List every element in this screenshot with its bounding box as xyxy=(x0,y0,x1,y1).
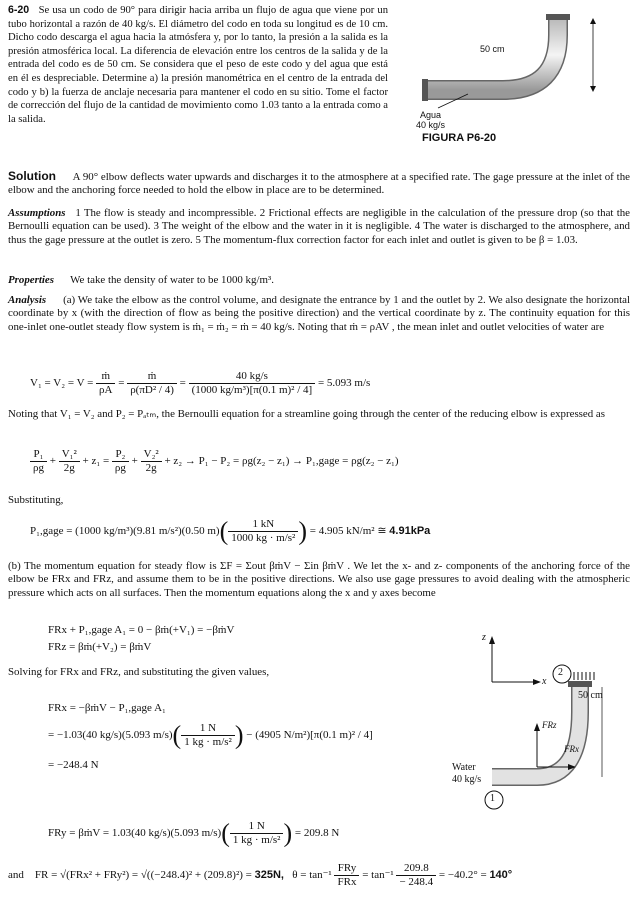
fig2-axis-x: x xyxy=(542,676,547,687)
fry-equation xyxy=(48,820,339,847)
fig2-frx: FRx xyxy=(564,744,579,754)
pressure-equation xyxy=(30,518,430,545)
fig2-axis-z: z xyxy=(482,632,486,643)
fig1-inlet-label-2: 40 kg/s xyxy=(416,120,446,130)
frx-paren-open: ( xyxy=(172,720,182,750)
momentum-paragraph xyxy=(8,560,630,600)
final-frac-2: $\frac{209.8}{- 248.4}$ xyxy=(396,862,436,889)
substituting-label: Substituting, xyxy=(8,494,64,506)
assumptions-label: Assumptions xyxy=(8,207,66,219)
problem-number: 6-20 xyxy=(8,4,30,16)
properties-text: We take the density of water to be 1000 kg/m³. xyxy=(70,274,274,286)
fig2-rate: 40 kg/s xyxy=(452,774,482,785)
force-diagram xyxy=(452,632,632,817)
solving-text xyxy=(8,666,269,678)
frx-line-1: FRx = −βṁV − P₁,gage A₁ xyxy=(48,702,166,714)
fig1-inlet-label-1: Agua xyxy=(420,110,442,120)
frx-paren-close: ) xyxy=(234,720,244,750)
solution-text: A 90° elbow deflects water upwards and discharges it to the atmosphere at a specified rate. The gage pressure at the inlet of the elbow and the anchoring force needed to hold the elbow in place are to be determined. xyxy=(8,171,630,197)
bern-frac-a: $\frac{\text{P₁}}{\rho g}$ xyxy=(30,448,47,475)
fig2-frz: FRz xyxy=(542,720,557,730)
bern-frac-c: $\frac{\text{P₂}}{\rho g}$ xyxy=(112,448,129,475)
velocity-frac-1: $\frac{\text{ṁ}}{\rho A}$ xyxy=(96,370,115,397)
fig1-dim-label: 50 cm xyxy=(480,44,505,54)
velocity-frac-3: $\frac{40 kg/s}{\text{(1000 kg/m³)[π(0.1 m)² / 4]}}$ xyxy=(189,370,316,397)
frx-line-2b: − (4905 N/m²)[π(0.1 m)² / 4] xyxy=(246,729,373,742)
frx-frac: $\frac{1 N}{\text{1 kg · m/s²}}$ xyxy=(181,722,235,749)
momentum-eq-1: FRx + P₁,gage A₁ = 0 − βṁ(+V₁) = −βṁV xyxy=(48,624,235,636)
solution-paragraph xyxy=(8,170,630,198)
fry-lhs: FRy = βṁV = 1.03(40 kg/s)(5.093 m/s) xyxy=(48,827,222,840)
fig1-caption: FIGURA P6-20 xyxy=(422,132,497,144)
solving-label: Solving for FRx and FRz, and substituting the given values, xyxy=(8,666,270,678)
analysis-label: Analysis xyxy=(8,294,47,306)
final-theta-a: θ = tan⁻¹ xyxy=(292,869,332,882)
fry-frac: $\frac{1 N}{\text{1 kg · m/s²}}$ xyxy=(230,820,284,847)
paren-close: ) xyxy=(298,516,308,546)
final-equation xyxy=(8,862,512,889)
bern-tail: + z₂ → P₁ − P₂ = ρg(z₂ − z₁) → P₁,gage = ρg(z₂ − z₁) xyxy=(164,455,399,468)
fig2-dim-label: 50 cm xyxy=(578,690,603,701)
pressure-lhs: P₁,gage = (1000 kg/m³)(9.81 m/s²)(0.50 m) xyxy=(30,525,220,538)
bernoulli-equation: $\frac{\text{P₁}}{\rho g}$ + $\frac{\text{V₁²}}{2g}$ + z₁ = $\frac{\text{P₂}}{\rho g}$ + $\frac{\text{V₂²}}{2g}$ + z₂ → P₁ − P₂ = ρg(z₂ − z₁) → P₁,gage = ρg(z₂ − z₁) xyxy=(30,448,399,475)
bern-frac-d: $\frac{\text{V₂²}}{2g}$ xyxy=(141,448,162,475)
frx-equation xyxy=(48,700,468,773)
fry-paren-close: ) xyxy=(283,818,293,848)
velocity-equation: V₁ = V₂ = V = $\frac{\text{ṁ}}{\rho A}$ = $\frac{\text{ṁ}}{\text{ρ(πD² / 4)}}$ = $\frac{40 kg/s}{\text{(1000 kg/m³)[π(0.1 m)² / 4]}}$ = 5.093 m/s xyxy=(30,370,371,396)
bern-mid: + z₁ = xyxy=(82,455,110,468)
substituting-text xyxy=(8,494,630,507)
final-theta-c: = −40.2° = xyxy=(438,869,487,882)
properties-paragraph xyxy=(8,274,630,287)
fig2-point-2: 2 xyxy=(558,667,563,678)
final-frac-1: $\frac{\text{FRy}}{\text{FRx}}$ xyxy=(334,862,359,889)
frx-line-3: = −248.4 N xyxy=(48,759,99,771)
problem-statement xyxy=(8,4,388,126)
velocity-result: = 5.093 m/s xyxy=(317,377,371,390)
analysis-text: (a) We take the elbow as the control volume, and designate the entrance by 1 and the outlet by 2. We also designate the horizontal coordinate by x (with the direction of flow as being the positive direction) and the vertical coordinate by z. The continuity equation for this one-inlet one-outlet steady flow system is ṁ₁ = ṁ₂ = ṁ = 40 kg/s. Noting that ṁ = ρAV , the mean inlet and outlet velocities of water are xyxy=(8,294,631,333)
frx-line-2 xyxy=(48,722,468,749)
figure-p6-20 xyxy=(408,2,628,152)
velocity-frac-2: $\frac{\text{ṁ}}{\text{ρ(πD² / 4)}}$ xyxy=(127,370,177,397)
problem-text: Se usa un codo de 90° para dirigir hacia arriba un flujo de agua que viene por un tubo horizontal a razón de 40 kg/s. El diámetro del codo en toda su longitud es de 10 cm. Dicho codo descarga el agua hacia la atmósfera y, por lo tanto, la presión a la salida es la presión atmosférica local. La diferencia de elevación entre los centros de la salida y de la entrada del codo es de 50 cm. Se considera que el peso de este codo y del agua que está en él es despreciable. Determine a) la presión manométrica en el centro de la entrada del codo y b) la fuerza de anclaje necesaria para mantener el codo en su sitio. Tome el factor de corrección del flujo de la cantidad de movimiento como 1.03 tanto a la entrada como a la salida. xyxy=(8,5,388,125)
noting-paragraph xyxy=(8,408,630,421)
velocity-lhs: V₁ = V₂ = V = xyxy=(30,377,94,390)
bern-frac-b: $\frac{\text{V₁²}}{2g}$ xyxy=(59,448,80,475)
fry-result: = 209.8 N xyxy=(294,827,340,840)
pressure-mid: = 4.905 kN/m² ≅ xyxy=(309,525,387,538)
paren-open: ( xyxy=(219,516,229,546)
final-fr: FR = √(FRx² + FRy²) = √((−248.4)² + (209.8)²) = xyxy=(34,869,252,882)
assumptions-paragraph xyxy=(8,207,630,247)
pressure-answer: 4.91kPa xyxy=(389,525,431,538)
analysis-paragraph xyxy=(8,294,630,334)
properties-label: Properties xyxy=(8,274,54,286)
noting-text: Noting that V₁ = V₂ and P₂ = Pₐₜₘ, the Bernoulli equation for a streamline going through the center of the reducing elbow is expressed as xyxy=(8,408,605,420)
fig2-point-1: 1 xyxy=(490,793,495,804)
momentum-equations xyxy=(48,622,234,656)
final-theta-b: = tan⁻¹ xyxy=(362,869,394,882)
final-fr-answer: 325N, xyxy=(254,869,284,882)
momentum-text: (b) The momentum equation for steady flow is ΣF = Σout βṁV − Σin βṁV . We let the x- and z- components of the anchoring force of the elbow be FRx and FRz, and assume them to be in the positive directions. We also use gage pressures to avoid dealing with the atmospheric pressure which acts on all surfaces. Then the momentum equations along the x and y axes become xyxy=(8,560,630,599)
solution-label: Solution xyxy=(8,169,56,183)
final-theta-answer: 140° xyxy=(489,869,513,882)
assumptions-text: 1 The flow is steady and incompressible. 2 Frictional effects are negligible in the calculation of the pressure drop (so that the Bernoulli equation can be used). 3 The weight of the elbow and the water in it is negligible. 4 The water is discharged to the atmosphere, and thus the gage pressure at the outlet is zero. 5 The momentum-flux correction factor for each inlet and outlet is given to be β = 1.03. xyxy=(8,207,630,246)
momentum-eq-2: FRz = βṁ(+V₂) = βṁV xyxy=(48,641,152,653)
pressure-frac: $\frac{1 kN}{\text{1000 kg · m/s²}}$ xyxy=(228,518,298,545)
final-and: and xyxy=(8,869,24,882)
fig2-water: Water xyxy=(452,762,476,773)
frx-line-2a: = −1.03(40 kg/s)(5.093 m/s) xyxy=(48,729,173,742)
fry-paren-open: ( xyxy=(221,818,230,848)
